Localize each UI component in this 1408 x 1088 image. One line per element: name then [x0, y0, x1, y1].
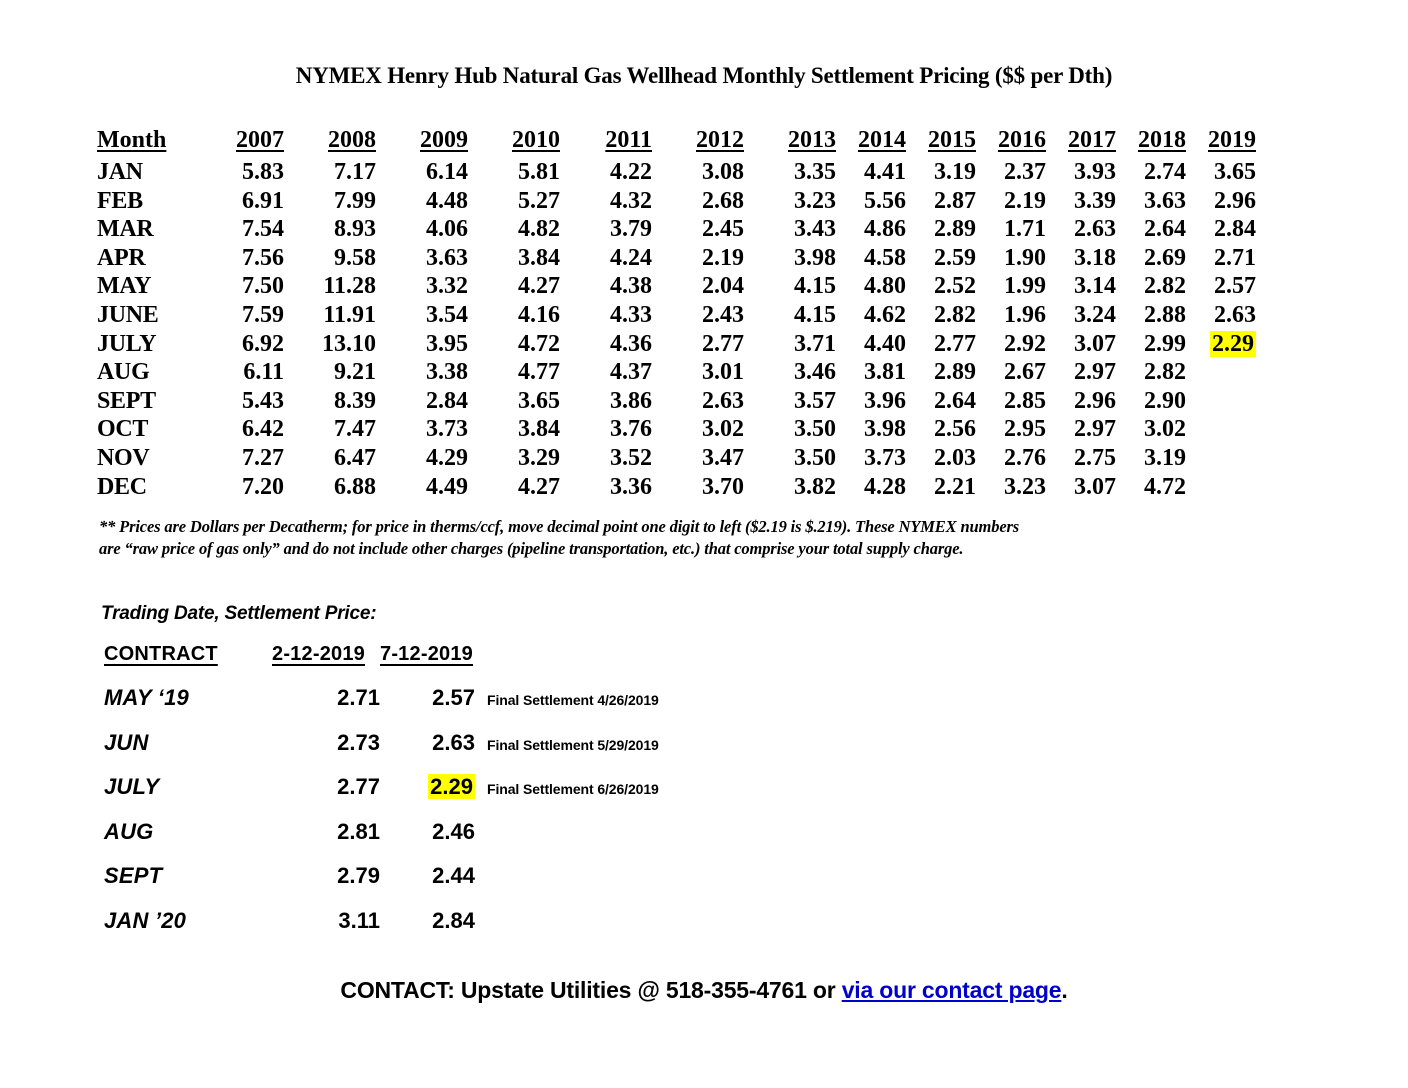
price-cell-2007-apr: 7.56	[242, 244, 284, 271]
contact-suffix-text: .	[1061, 977, 1068, 1003]
final-settlement-note: Final Settlement 5/29/2019	[487, 736, 659, 753]
price-cell-2019-may: 2.57	[1214, 273, 1256, 300]
price-cell-2010-mar: 4.82	[518, 216, 560, 243]
price-cell-2019-nov	[1186, 444, 1256, 473]
price-cell-2013-july: 3.71	[794, 330, 836, 357]
table-row	[97, 187, 1256, 216]
column-header-year-2017: 2017	[1068, 127, 1116, 154]
price-cell-2019-dec	[1186, 473, 1256, 502]
price-cell-2009-aug: 3.38	[426, 359, 468, 386]
price-cell-2010-aug: 4.77	[518, 359, 560, 386]
month-label: AUG	[97, 359, 150, 386]
price-cell-2007-sept: 5.43	[242, 387, 284, 414]
price-cell-2018-jan: 2.74	[1144, 159, 1186, 185]
contract-month-label: MAY ‘19	[104, 685, 189, 710]
price-cell-2016-mar: 1.71	[1004, 216, 1046, 243]
price-cell-2015-dec: 2.21	[934, 473, 976, 500]
price-cell-2009-oct: 3.73	[426, 416, 468, 443]
contract-row	[104, 863, 755, 908]
price-cell-2015-jan: 3.19	[934, 159, 976, 185]
price-cell-2017-feb: 3.39	[1074, 187, 1116, 214]
column-header-year-2013: 2013	[788, 127, 836, 154]
table-row	[97, 244, 1256, 273]
price-cell-2010-june: 4.16	[518, 301, 560, 328]
price-cell-2012-sept: 2.63	[702, 387, 744, 414]
price-cell-2018-feb: 3.63	[1144, 187, 1186, 214]
price-cell-2007-july: 6.92	[242, 330, 284, 357]
price-cell-2008-mar: 8.93	[334, 216, 376, 243]
price-cell-2014-oct: 3.98	[864, 416, 906, 443]
price-cell-2011-jan: 4.22	[610, 159, 652, 185]
monthly-settlement-price-table	[97, 112, 1256, 501]
price-cell-2016-june: 1.96	[1004, 301, 1046, 328]
price-cell-2011-oct: 3.76	[610, 416, 652, 443]
column-header-year-2012: 2012	[696, 127, 744, 154]
price-cell-2016-apr: 1.90	[1004, 244, 1046, 271]
price-cell-2009-mar: 4.06	[426, 216, 468, 243]
column-header-year-2015: 2015	[928, 127, 976, 154]
column-header-year-2007: 2007	[236, 127, 284, 154]
contract-price-date-2: 2.63	[432, 729, 475, 755]
price-cell-2017-sept: 2.96	[1074, 387, 1116, 414]
column-header-year-2018: 2018	[1138, 127, 1186, 154]
price-cell-2017-oct: 2.97	[1074, 416, 1116, 443]
contract-month-label: SEPT	[104, 863, 163, 888]
contract-price-date-2: 2.84	[432, 907, 475, 933]
price-cell-2017-may: 3.14	[1074, 273, 1116, 300]
price-cell-2010-feb: 5.27	[518, 187, 560, 214]
price-cell-2017-apr: 3.18	[1074, 244, 1116, 271]
price-cell-2007-may: 7.50	[242, 273, 284, 300]
price-cell-2008-july: 13.10	[322, 330, 376, 357]
price-cell-2014-sept: 3.96	[864, 387, 906, 414]
price-cell-2008-apr: 9.58	[334, 244, 376, 271]
price-cell-2019-june: 2.63	[1214, 301, 1256, 328]
price-cell-2011-june: 4.33	[610, 301, 652, 328]
highlighted-price-value: 2.29	[1212, 330, 1254, 357]
price-cell-2010-apr: 3.84	[518, 244, 560, 271]
column-header-date-1: 2-12-2019	[272, 643, 365, 665]
contract-table-body	[104, 685, 755, 952]
price-cell-2012-apr: 2.19	[702, 244, 744, 271]
contract-month-label: AUG	[104, 818, 154, 844]
price-cell-2008-feb: 7.99	[334, 187, 376, 214]
month-label: FEB	[97, 187, 143, 214]
table-row	[97, 444, 1256, 473]
price-cell-2014-apr: 4.58	[864, 244, 906, 271]
price-cell-2018-sept: 2.90	[1144, 387, 1186, 414]
column-header-year-2008: 2008	[328, 127, 376, 154]
price-cell-2007-feb: 6.91	[242, 187, 284, 214]
contract-price-date-2	[380, 774, 475, 819]
price-cell-2018-may: 2.82	[1144, 273, 1186, 300]
price-cell-2008-jan: 7.17	[334, 159, 376, 185]
price-table-header-row	[97, 112, 1256, 158]
price-cell-2017-jan: 3.93	[1074, 159, 1116, 185]
price-cell-2013-june: 4.15	[794, 301, 836, 328]
footnote-line-1: ** Prices are Dollars per Decatherm; for price in therms/ccf, move decimal point one digit to left ($2.19 is $.219). These NYMEX numbers	[99, 517, 1020, 536]
price-cell-2013-sept: 3.57	[794, 387, 836, 414]
price-cell-2010-dec: 4.27	[518, 473, 560, 500]
price-cell-2018-mar: 2.64	[1144, 216, 1186, 243]
price-cell-2008-aug: 9.21	[334, 359, 376, 386]
column-header-year-2011: 2011	[605, 127, 652, 154]
price-cell-2012-aug: 3.01	[702, 359, 744, 386]
column-header-year-2009: 2009	[420, 127, 468, 154]
contact-page-link[interactable]: via our contact page	[841, 977, 1062, 1003]
price-cell-2013-feb: 3.23	[794, 187, 836, 214]
contract-price-date-1: 2.79	[337, 863, 380, 888]
price-cell-2016-sept: 2.85	[1004, 387, 1046, 414]
price-cell-2009-feb: 4.48	[426, 187, 468, 214]
price-cell-2013-apr: 3.98	[794, 244, 836, 271]
price-cell-2007-dec: 7.20	[242, 473, 284, 500]
price-cell-2017-july: 3.07	[1074, 330, 1116, 357]
column-header-year-2014: 2014	[858, 127, 906, 154]
table-row	[97, 415, 1256, 444]
table-row	[97, 358, 1256, 387]
final-settlement-note: Final Settlement 4/26/2019	[487, 692, 659, 708]
price-table-body	[97, 158, 1256, 501]
price-cell-2010-jan: 5.81	[518, 159, 560, 185]
price-cell-2008-dec: 6.88	[334, 473, 376, 500]
price-cell-2015-feb: 2.87	[934, 187, 976, 214]
contract-table-header	[104, 643, 755, 685]
price-cell-2019-aug	[1186, 358, 1256, 387]
price-cell-2011-dec: 3.36	[610, 473, 652, 500]
contract-price-date-1: 3.11	[338, 907, 380, 933]
price-cell-2010-oct: 3.84	[518, 416, 560, 443]
price-cell-2016-nov: 2.76	[1004, 444, 1046, 471]
contract-month-label: JULY	[104, 774, 160, 799]
price-cell-2019-feb: 2.96	[1214, 187, 1256, 214]
price-cell-2016-aug: 2.67	[1004, 359, 1046, 386]
price-cell-2016-july: 2.92	[1004, 330, 1046, 357]
month-label: NOV	[97, 444, 150, 471]
price-cell-2019-oct	[1186, 415, 1256, 444]
table-row	[97, 158, 1256, 187]
price-cell-2011-nov: 3.52	[610, 444, 652, 471]
month-label: APR	[97, 244, 146, 271]
price-cell-2012-oct: 3.02	[702, 416, 744, 443]
price-cell-2018-aug: 2.82	[1144, 359, 1186, 386]
price-cell-2011-july: 4.36	[610, 330, 652, 357]
table-row	[97, 272, 1256, 301]
contract-row	[104, 730, 755, 775]
price-cell-2012-may: 2.04	[702, 273, 744, 300]
price-cell-2012-mar: 2.45	[702, 216, 744, 243]
price-cell-2014-feb: 5.56	[864, 187, 906, 214]
price-cell-2012-july: 2.77	[702, 330, 744, 357]
price-cell-2013-aug: 3.46	[794, 359, 836, 386]
price-cell-2016-oct: 2.95	[1004, 416, 1046, 443]
footnote-line-2: are “raw price of gas only” and do not include other charges (pipeline transportation, etc.) that comprise your total supply charge.	[99, 539, 964, 558]
price-cell-2016-dec: 3.23	[1004, 473, 1046, 500]
column-header-year-2010: 2010	[512, 127, 560, 154]
contract-price-date-1: 2.77	[337, 774, 380, 799]
contract-row	[104, 819, 755, 864]
price-cell-2009-dec: 4.49	[426, 473, 468, 500]
contract-price-date-2: 2.57	[432, 685, 475, 710]
price-table-header	[97, 112, 1256, 158]
price-cell-2010-july: 4.72	[518, 330, 560, 357]
price-cell-2016-may: 1.99	[1004, 273, 1046, 300]
price-cell-2012-nov: 3.47	[702, 444, 744, 471]
price-cell-2015-june: 2.82	[934, 301, 976, 328]
price-cell-2009-july: 3.95	[426, 330, 468, 357]
contract-row	[104, 774, 755, 819]
trading-date-heading: Trading Date, Settlement Price:	[101, 603, 377, 624]
month-label: OCT	[97, 416, 149, 443]
price-cell-2007-oct: 6.42	[242, 416, 284, 443]
price-cell-2013-oct: 3.50	[794, 416, 836, 443]
final-settlement-note: Final Settlement 6/26/2019	[487, 781, 659, 797]
price-cell-2014-jan: 4.41	[864, 159, 906, 185]
price-cell-2016-jan: 2.37	[1004, 159, 1046, 185]
price-cell-2013-nov: 3.50	[794, 444, 836, 471]
final-settlement-note	[475, 819, 755, 864]
contract-settlement-table	[104, 643, 755, 952]
price-cell-2010-sept: 3.65	[518, 387, 560, 414]
contract-price-date-1: 2.71	[337, 685, 380, 710]
price-cell-2015-oct: 2.56	[934, 416, 976, 443]
price-cell-2013-mar: 3.43	[794, 216, 836, 243]
price-cell-2011-sept: 3.86	[610, 387, 652, 414]
price-cell-2011-may: 4.38	[610, 273, 652, 300]
price-cell-2008-nov: 6.47	[334, 444, 376, 471]
contract-row	[104, 685, 755, 730]
month-label: JUNE	[97, 301, 159, 328]
price-cell-2014-june: 4.62	[864, 301, 906, 328]
price-cell-2009-nov: 4.29	[426, 444, 468, 471]
price-cell-2018-oct: 3.02	[1144, 416, 1186, 443]
table-row	[97, 301, 1256, 330]
column-header-year-2016: 2016	[998, 127, 1046, 154]
price-cell-2010-may: 4.27	[518, 273, 560, 300]
column-header-contract: CONTRACT	[104, 643, 218, 665]
month-label: MAR	[97, 216, 154, 243]
price-cell-2013-jan: 3.35	[794, 159, 836, 185]
price-cell-2016-feb: 2.19	[1004, 187, 1046, 214]
price-cell-2012-dec: 3.70	[702, 473, 744, 500]
contract-price-date-1: 2.73	[337, 729, 380, 755]
contact-prefix-text: CONTACT: Upstate Utilities @ 518-355-4761 or	[340, 977, 842, 1003]
price-cell-2015-july: 2.77	[934, 330, 976, 357]
table-row	[97, 215, 1256, 244]
price-cell-2009-may: 3.32	[426, 273, 468, 300]
price-cell-2012-feb: 2.68	[702, 187, 744, 214]
price-cell-2015-sept: 2.64	[934, 387, 976, 414]
price-cell-2008-may: 11.28	[323, 273, 376, 300]
price-cell-2008-june: 11.91	[323, 301, 376, 328]
price-cell-2007-nov: 7.27	[242, 444, 284, 471]
column-header-date-2: 7-12-2019	[380, 643, 473, 665]
month-label: DEC	[97, 473, 147, 500]
price-cell-2014-aug: 3.81	[864, 359, 906, 386]
price-cell-2017-dec: 3.07	[1074, 473, 1116, 500]
contract-month-label: JUN	[104, 729, 149, 755]
price-cell-2011-apr: 4.24	[610, 244, 652, 271]
table-row	[97, 473, 1256, 502]
price-cell-2014-july: 4.40	[864, 330, 906, 357]
price-cell-2019-jan: 3.65	[1214, 159, 1256, 185]
price-cell-2019-july	[1186, 330, 1256, 359]
price-cell-2018-apr: 2.69	[1144, 244, 1186, 271]
month-label: JULY	[97, 330, 157, 357]
price-cell-2012-jan: 3.08	[702, 159, 744, 185]
price-cell-2009-jan: 6.14	[426, 159, 468, 185]
price-cell-2008-sept: 8.39	[334, 387, 376, 414]
column-header-month: Month	[97, 127, 167, 154]
price-cell-2014-nov: 3.73	[864, 444, 906, 471]
table-row	[97, 387, 1256, 416]
price-cell-2010-nov: 3.29	[518, 444, 560, 471]
price-cell-2015-aug: 2.89	[934, 359, 976, 386]
price-cell-2019-mar: 2.84	[1214, 216, 1256, 243]
footnote	[99, 516, 1239, 560]
price-cell-2008-oct: 7.47	[334, 416, 376, 443]
price-cell-2007-june: 7.59	[242, 301, 284, 328]
price-cell-2015-nov: 2.03	[934, 444, 976, 471]
price-cell-2018-nov: 3.19	[1144, 444, 1186, 471]
price-cell-2012-june: 2.43	[702, 301, 744, 328]
price-cell-2007-aug: 6.11	[243, 359, 284, 386]
price-cell-2017-june: 3.24	[1074, 301, 1116, 328]
contract-price-date-2: 2.46	[432, 818, 475, 844]
month-label: JAN	[97, 159, 143, 185]
final-settlement-note	[475, 863, 755, 908]
table-row	[97, 330, 1256, 359]
contract-month-label: JAN ’20	[104, 907, 187, 933]
price-cell-2014-mar: 4.86	[864, 216, 906, 243]
price-cell-2009-june: 3.54	[426, 301, 468, 328]
price-cell-2011-aug: 4.37	[610, 359, 652, 386]
price-cell-2014-dec: 4.28	[864, 473, 906, 500]
contract-price-date-2: 2.44	[432, 863, 475, 888]
price-cell-2017-aug: 2.97	[1074, 359, 1116, 386]
price-cell-2013-dec: 3.82	[794, 473, 836, 500]
price-cell-2017-nov: 2.75	[1074, 444, 1116, 471]
price-cell-2011-mar: 3.79	[610, 216, 652, 243]
month-label: SEPT	[97, 387, 156, 414]
price-cell-2019-apr: 2.71	[1214, 244, 1256, 271]
price-cell-2011-feb: 4.32	[610, 187, 652, 214]
page-title: NYMEX Henry Hub Natural Gas Wellhead Monthly Settlement Pricing ($$ per Dth)	[295, 63, 1113, 88]
price-cell-2009-apr: 3.63	[426, 244, 468, 271]
column-header-note-spacer	[475, 643, 755, 685]
column-header-year-2019: 2019	[1208, 127, 1256, 154]
price-cell-2009-sept: 2.84	[426, 387, 468, 414]
price-cell-2014-may: 4.80	[864, 273, 906, 300]
price-cell-2019-sept	[1186, 387, 1256, 416]
contact-line	[0, 977, 1408, 1004]
contract-table-header-row	[104, 643, 755, 685]
price-cell-2015-mar: 2.89	[934, 216, 976, 243]
price-cell-2017-mar: 2.63	[1074, 216, 1116, 243]
price-cell-2018-july: 2.99	[1144, 330, 1186, 357]
highlighted-contract-price: 2.29	[430, 774, 473, 799]
price-cell-2007-mar: 7.54	[242, 216, 284, 243]
price-cell-2018-june: 2.88	[1144, 301, 1186, 328]
contract-price-date-1: 2.81	[337, 818, 380, 844]
contract-row	[104, 908, 755, 953]
final-settlement-note	[475, 908, 755, 953]
month-label: MAY	[97, 273, 152, 300]
price-cell-2007-jan: 5.83	[242, 159, 284, 185]
price-cell-2013-may: 4.15	[794, 273, 836, 300]
price-cell-2018-dec: 4.72	[1144, 473, 1186, 500]
price-cell-2015-may: 2.52	[934, 273, 976, 300]
price-cell-2015-apr: 2.59	[934, 244, 976, 271]
